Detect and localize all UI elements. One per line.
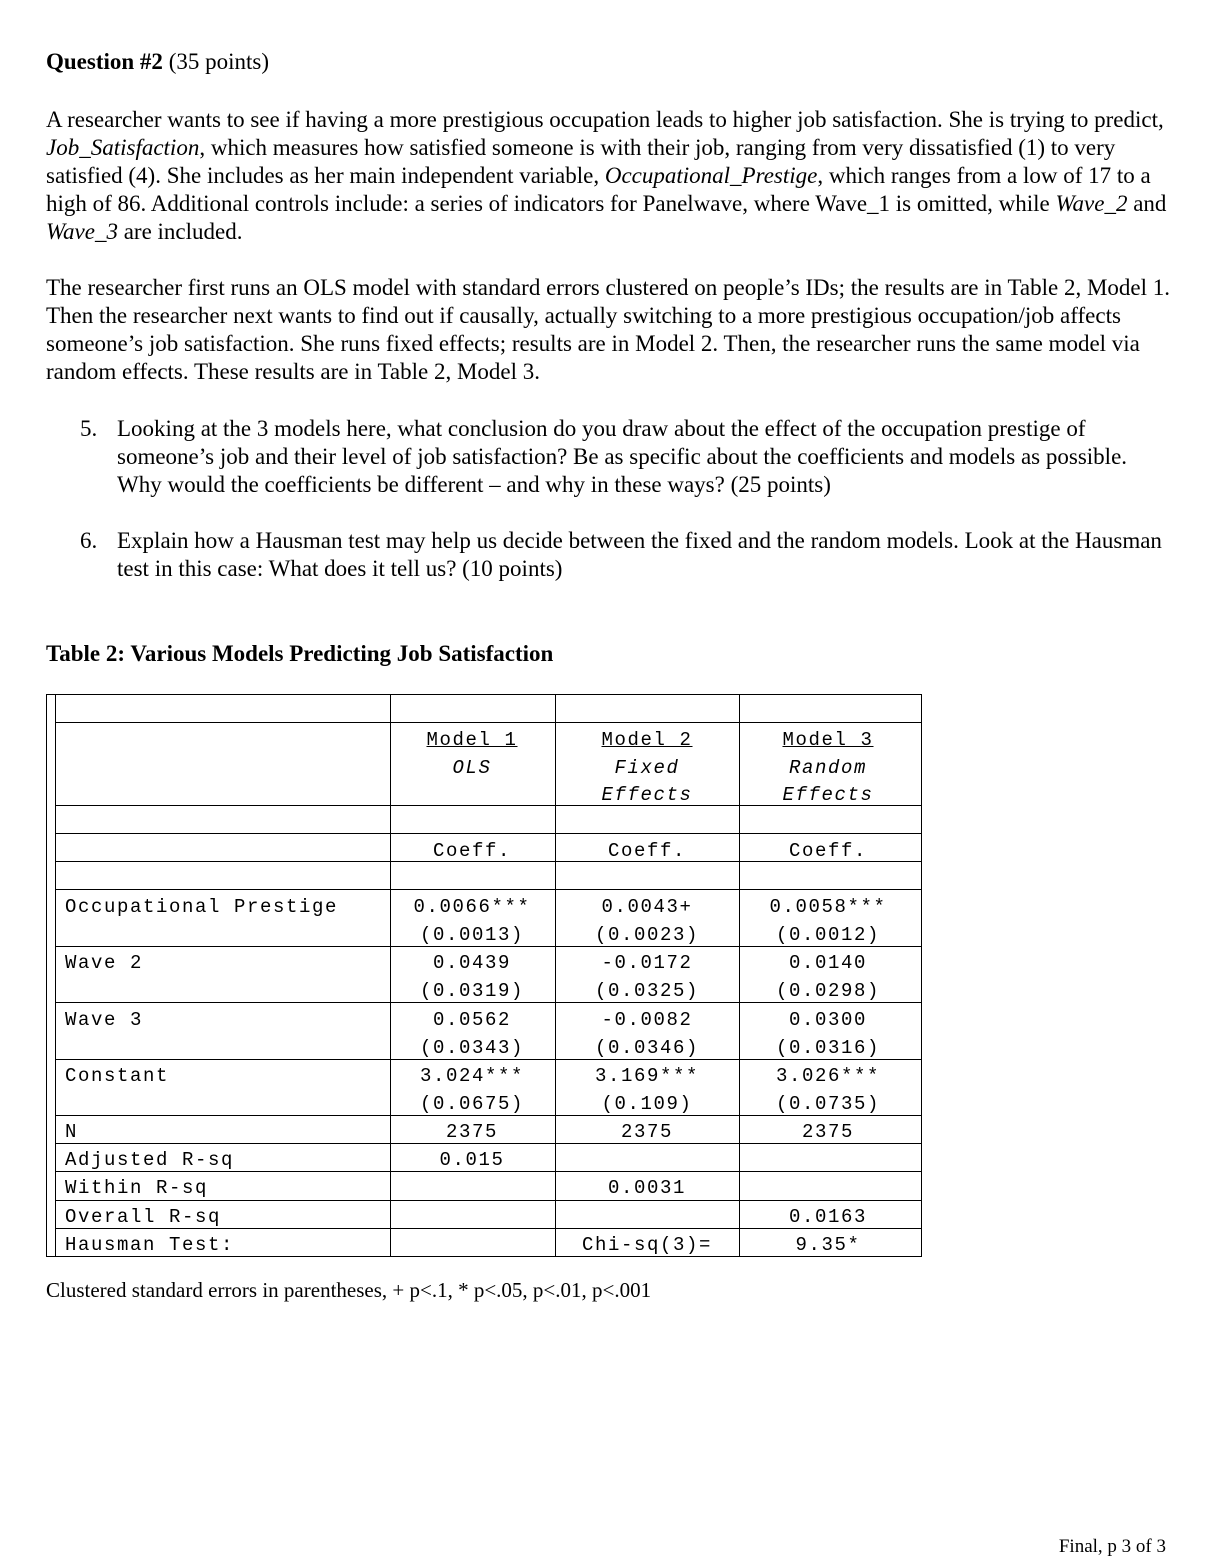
row-label-constant: Constant (65, 1065, 170, 1087)
coef-cell: 0.0439 (432, 952, 512, 974)
results-table (46, 694, 922, 1257)
model-3-type: Random (788, 757, 868, 779)
intro-text-5: are included. (117, 219, 243, 244)
var-wave-2: Wave_2 (1055, 191, 1128, 216)
se-cell: (0.0298) (775, 980, 881, 1002)
var-job-satisfaction: Job_Satisfaction (46, 135, 200, 160)
coef-cell: 0.0066*** (413, 896, 531, 918)
table-rule (55, 1200, 921, 1201)
table-footnote: Clustered standard errors in parentheses, + p<.1, * p<.05, p<.01, p<.001 (46, 1278, 652, 1302)
hausman-value: 9.35* (795, 1234, 861, 1256)
table-rule (55, 833, 921, 834)
n-cell: 2375 (620, 1121, 674, 1143)
se-cell: (0.0735) (775, 1093, 881, 1115)
question-text: Looking at the 3 models here, what conclusion do you draw about the effect of the occupation prestige of someone’s job and their level of job satisfaction? Be as specific about the coefficients and models as possible. Why would the coefficients be different – and why in these ways? (25 points) (117, 416, 1128, 497)
model-3-header: Model 3 (782, 729, 874, 751)
se-cell: (0.0023) (594, 924, 700, 946)
coef-cell: 3.169*** (594, 1065, 700, 1087)
se-cell: (0.0316) (775, 1037, 881, 1059)
intro-text-2: , which measures how satisfied someone is with their job, ranging from very dissatisfied (1) to very satisfied (4). She includes as her main independent variable, (46, 135, 1116, 188)
model-3-coeff-label: Coeff. (788, 840, 868, 862)
intro-text-3: , which ranges from a low of 17 to a high of 86. Additional controls include: a series of indicators for Panelwave, where Wave_1 is omitted, while (46, 163, 1151, 216)
model-2-header: Model 2 (601, 729, 693, 751)
models-paragraph: The researcher first runs an OLS model with standard errors clustered on people’s IDs; the results are in Table 2, Model 1. Then the researcher next wants to find out if causally, actually switching to a more prestigious occupation/job affects someone’s job satisfaction. She runs fixed effects; results are in Model 2. Then, the researcher runs the same model via random effects. These results are in Table 2, Model 3. (46, 275, 1171, 384)
coef-cell: 3.026*** (775, 1065, 881, 1087)
coef-cell: 0.0300 (788, 1009, 868, 1031)
hausman-stat-label: Chi-sq(3)= (581, 1234, 713, 1256)
row-label-occupational-prestige: Occupational Prestige (65, 896, 339, 918)
se-cell: (0.0675) (419, 1093, 525, 1115)
row-label-wave-3: Wave 3 (65, 1009, 144, 1031)
coef-cell: -0.0082 (601, 1009, 693, 1031)
table-title: Table 2: Various Models Predicting Job Satisfaction (46, 641, 554, 666)
coef-cell: -0.0172 (601, 952, 693, 974)
row-label-overall-r-sq: Overall R-sq (65, 1206, 222, 1228)
coef-cell: 0.0562 (432, 1009, 512, 1031)
row-label-n: N (65, 1121, 79, 1143)
intro-text-1: A researcher wants to see if having a more prestigious occupation leads to higher job satisfaction. She is trying to predict, (46, 107, 1164, 132)
model-1-coeff-label: Coeff. (432, 840, 512, 862)
se-cell: (0.0325) (594, 980, 700, 1002)
question-number: 5. (80, 416, 98, 441)
model-1-type: OLS (452, 757, 492, 779)
se-cell: (0.0012) (775, 924, 881, 946)
model-2-type-line2: Effects (601, 784, 693, 806)
coef-cell: 0.0140 (788, 952, 868, 974)
var-occupational-prestige: Occupational_Prestige (604, 163, 818, 188)
model-2-coeff-label: Coeff. (607, 840, 687, 862)
row-label-within-r-sq: Within R-sq (65, 1177, 209, 1199)
intro-paragraph (46, 106, 1176, 246)
table-rule (55, 889, 921, 890)
se-cell: (0.0346) (594, 1037, 700, 1059)
question-text: Explain how a Hausman test may help us decide between the fixed and the random models. Look at the Hausman test in this case: What does it tell us? (10 points) (117, 528, 1162, 581)
var-wave-3: Wave_3 (46, 219, 118, 244)
model-2-type: Fixed (614, 757, 680, 779)
coef-cell: 3.024*** (419, 1065, 525, 1087)
question-label: Question #2 (46, 49, 163, 74)
question-heading (46, 47, 269, 77)
coef-cell: 0.0043+ (601, 896, 693, 918)
se-cell: (0.0013) (419, 924, 525, 946)
model-3-type-line2: Effects (782, 784, 874, 806)
se-cell: (0.0343) (419, 1037, 525, 1059)
intro-text-4: and (1127, 191, 1167, 216)
adjusted-r-sq-value: 0.015 (439, 1149, 505, 1171)
overall-r-sq-value: 0.0163 (788, 1206, 868, 1228)
coef-cell: 0.0058*** (769, 896, 887, 918)
within-r-sq-value: 0.0031 (607, 1177, 687, 1199)
n-cell: 2375 (445, 1121, 499, 1143)
row-label-wave-2: Wave 2 (65, 952, 144, 974)
model-1-header: Model 1 (426, 729, 518, 751)
page-footer: Final, p 3 of 3 (1058, 1536, 1166, 1557)
se-cell: (0.109) (601, 1093, 693, 1115)
se-cell: (0.0319) (419, 980, 525, 1002)
question-points: (35 points) (168, 49, 269, 74)
row-label-adjusted-r-sq: Adjusted R-sq (65, 1149, 235, 1171)
question-number: 6. (80, 528, 98, 553)
n-cell: 2375 (801, 1121, 855, 1143)
table-rule (55, 722, 921, 723)
row-label-hausman-test: Hausman Test: (65, 1234, 235, 1256)
